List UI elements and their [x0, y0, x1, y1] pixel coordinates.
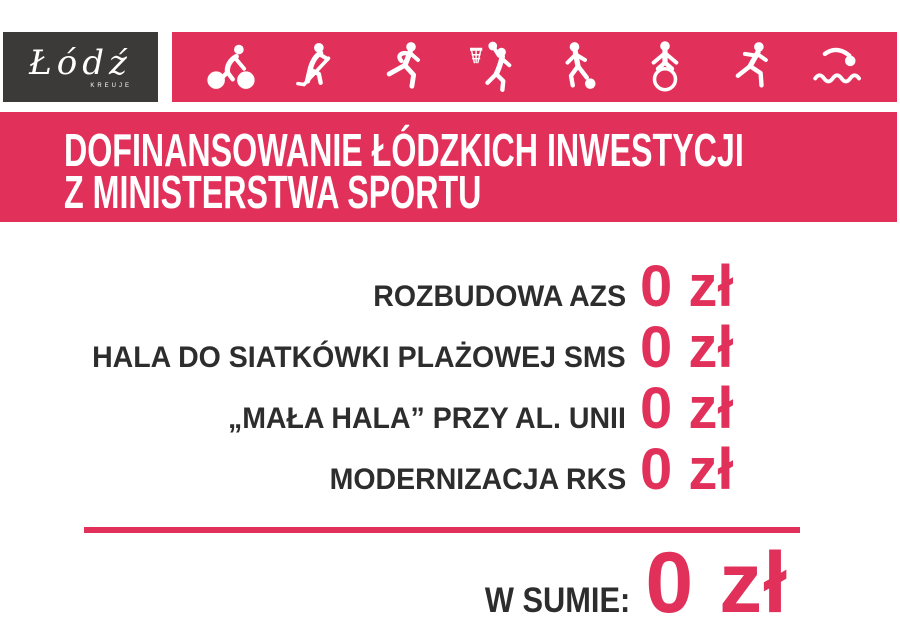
lodz-logo-tagline: KREUJE	[90, 82, 132, 89]
investment-list	[40, 254, 750, 502]
martial-artist-icon	[376, 39, 432, 95]
lodz-logo	[3, 32, 158, 102]
basketball-player-icon	[463, 39, 519, 95]
list-item	[40, 254, 750, 319]
sport-icon-strip	[172, 32, 897, 102]
summary-value: 0 zł	[645, 535, 788, 631]
item-value: 0 zł	[640, 315, 734, 380]
summary-row	[465, 535, 788, 631]
runner-icon	[723, 39, 779, 95]
item-value: 0 zł	[640, 254, 734, 319]
list-item	[40, 437, 750, 502]
list-item	[40, 376, 750, 441]
summary-label: W SUMIE:	[484, 581, 631, 620]
item-label: MODERNIZACJA RKS	[329, 463, 626, 496]
soccer-player-icon	[550, 39, 606, 95]
divider-line	[84, 527, 800, 533]
title-banner	[0, 112, 897, 222]
title-line-1: DOFINANSOWANIE ŁÓDZKICH INWESTYCJI	[64, 123, 744, 176]
list-item	[40, 315, 750, 380]
cyclist-icon	[203, 39, 259, 95]
bmx-cyclist-icon	[637, 39, 693, 95]
item-label: ROZBUDOWA AZS	[373, 280, 626, 313]
hockey-player-icon	[290, 39, 346, 95]
item-label: HALA DO SIATKÓWKI PLAŻOWEJ SMS	[92, 341, 626, 374]
title-line-2: Z MINISTERSTWA SPORTU	[64, 166, 482, 218]
item-label: „MAŁA HALA” PRZY AL. UNII	[228, 402, 626, 435]
swimmer-icon	[810, 39, 866, 95]
item-value: 0 zł	[640, 437, 734, 502]
item-value: 0 zł	[640, 376, 734, 441]
lodz-logo-text: Łódź	[29, 42, 132, 83]
